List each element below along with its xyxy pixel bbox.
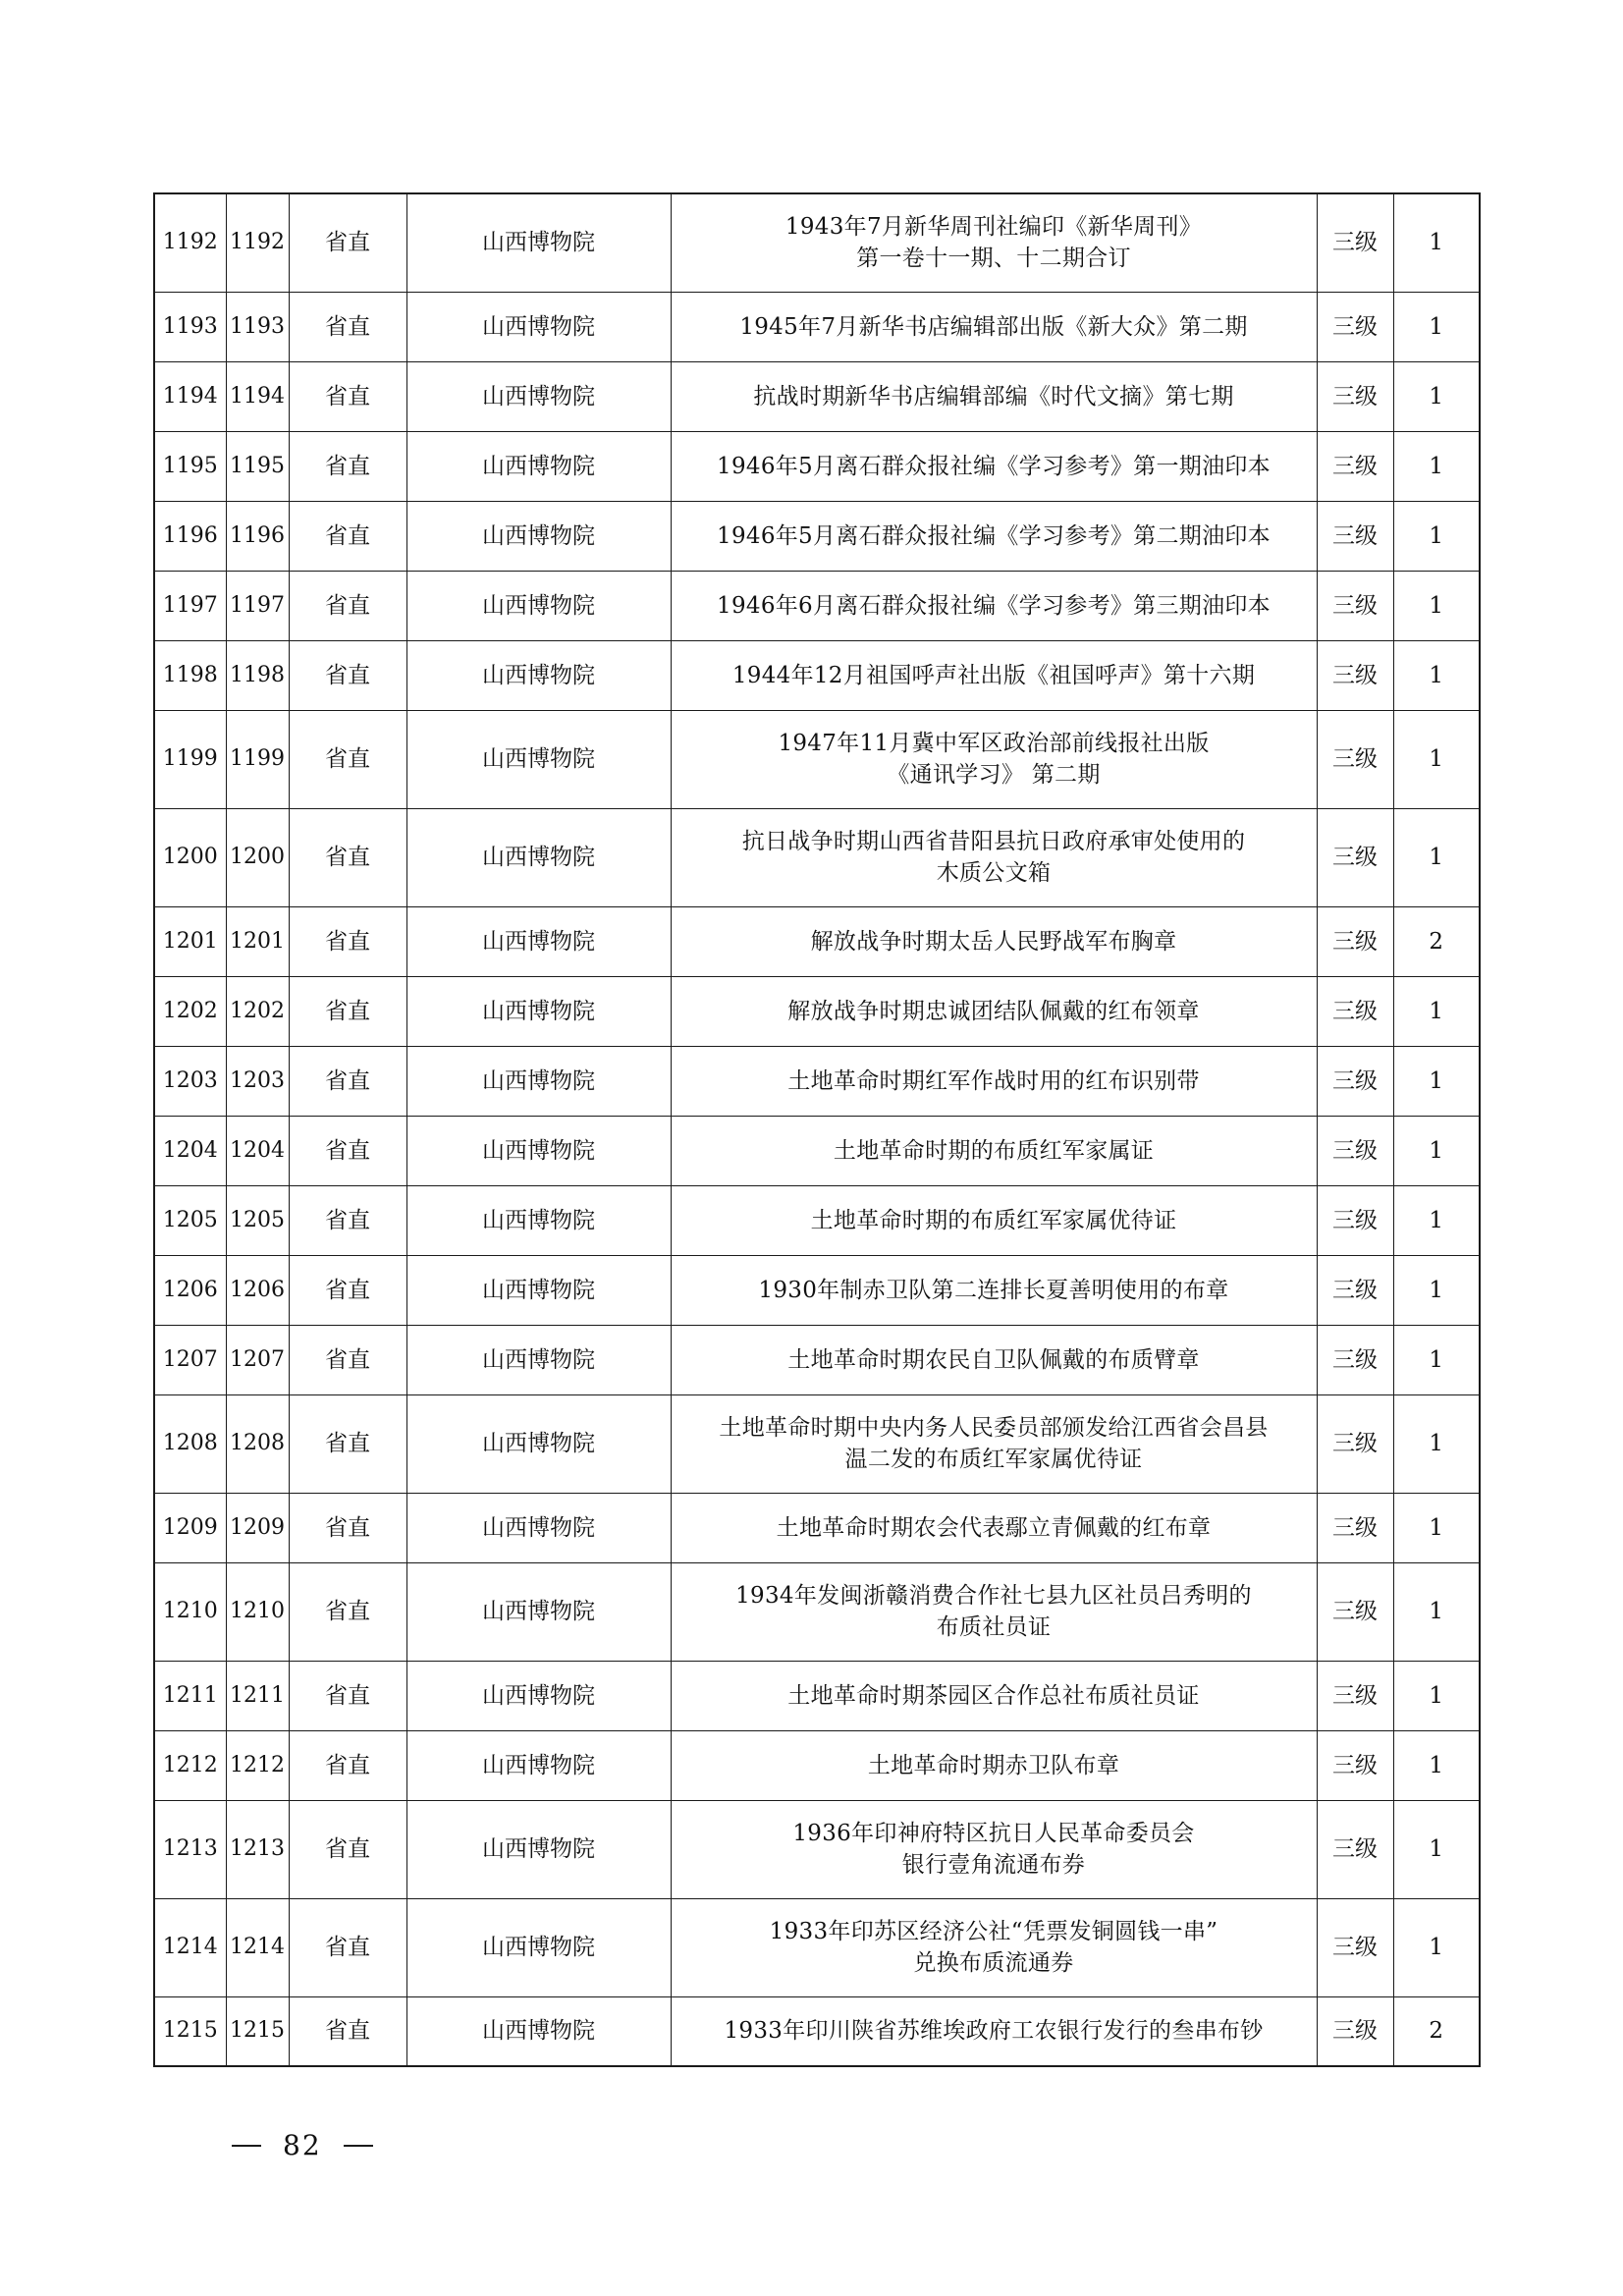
cell-quantity: 1 (1393, 571, 1480, 640)
cell-region: 省直 (289, 1185, 406, 1255)
cell-quantity: 1 (1393, 1898, 1480, 1996)
cell-quantity: 1 (1393, 431, 1480, 501)
cell-grade: 三级 (1317, 1730, 1393, 1800)
cell-number: 1212 (226, 1730, 289, 1800)
cell-unit: 山西博物院 (406, 1116, 671, 1185)
table-row (154, 1562, 1480, 1661)
cell-seq: 1199 (154, 710, 226, 808)
cell-quantity: 1 (1393, 976, 1480, 1046)
cell-grade: 三级 (1317, 1800, 1393, 1898)
relic-name-line: 土地革命时期红军作战时用的红布识别带 (787, 1067, 1200, 1094)
relic-name-line: 1946年5月离石群众报社编《学习参考》第二期油印本 (717, 522, 1271, 549)
cell-unit: 山西博物院 (406, 1898, 671, 1996)
cell-relic-name (671, 1800, 1317, 1898)
cell-seq: 1203 (154, 1046, 226, 1116)
cell-unit: 山西博物院 (406, 1493, 671, 1562)
cell-grade: 三级 (1317, 1562, 1393, 1661)
relic-name-line: 第一卷十一期、十二期合订 (856, 246, 1131, 272)
cell-quantity: 1 (1393, 1562, 1480, 1661)
cell-quantity: 1 (1393, 808, 1480, 906)
cell-seq: 1194 (154, 361, 226, 431)
cell-relic-name (671, 1661, 1317, 1730)
cell-relic-name (671, 1493, 1317, 1562)
cell-unit: 山西博物院 (406, 501, 671, 571)
cell-relic-name (671, 976, 1317, 1046)
relic-name-line: 1933年印苏区经济公社“凭票发铜圆钱一串” (769, 1919, 1218, 1944)
table-row (154, 1325, 1480, 1394)
table-row (154, 1046, 1480, 1116)
cell-grade: 三级 (1317, 906, 1393, 976)
cell-grade: 三级 (1317, 193, 1393, 292)
cell-region: 省直 (289, 1730, 406, 1800)
table-row (154, 906, 1480, 976)
cell-region: 省直 (289, 1661, 406, 1730)
cell-number: 1209 (226, 1493, 289, 1562)
cell-region: 省直 (289, 1493, 406, 1562)
cell-unit: 山西博物院 (406, 1996, 671, 2066)
table-row (154, 431, 1480, 501)
cell-region: 省直 (289, 501, 406, 571)
table-row (154, 1898, 1480, 1996)
cell-unit: 山西博物院 (406, 1800, 671, 1898)
cell-unit: 山西博物院 (406, 710, 671, 808)
cell-region: 省直 (289, 906, 406, 976)
cell-number: 1195 (226, 431, 289, 501)
cell-quantity: 1 (1393, 1116, 1480, 1185)
cell-relic-name (671, 193, 1317, 292)
cell-region: 省直 (289, 1116, 406, 1185)
cell-quantity: 1 (1393, 1046, 1480, 1116)
cell-seq: 1198 (154, 640, 226, 710)
relic-name-line: 1930年制赤卫队第二连排长夏善明使用的布章 (758, 1277, 1229, 1303)
table-row (154, 361, 1480, 431)
cell-grade: 三级 (1317, 1394, 1393, 1493)
cell-seq: 1214 (154, 1898, 226, 1996)
cell-unit: 山西博物院 (406, 193, 671, 292)
cell-seq: 1193 (154, 292, 226, 361)
relic-name-line: 1945年7月新华书店编辑部出版《新大众》第二期 (739, 313, 1248, 340)
cell-quantity: 1 (1393, 640, 1480, 710)
cell-region: 省直 (289, 431, 406, 501)
cell-grade: 三级 (1317, 710, 1393, 808)
cell-unit: 山西博物院 (406, 808, 671, 906)
cell-grade: 三级 (1317, 1661, 1393, 1730)
table-row (154, 976, 1480, 1046)
cell-seq: 1207 (154, 1325, 226, 1394)
page-footer (232, 2129, 373, 2161)
relic-name-line: 土地革命时期农民自卫队佩戴的布质臂章 (787, 1346, 1200, 1373)
cell-region: 省直 (289, 1394, 406, 1493)
table-row (154, 571, 1480, 640)
relic-name-line: 1936年印神府特区抗日人民革命委员会 (792, 1821, 1195, 1846)
cell-seq: 1201 (154, 906, 226, 976)
relics-table (153, 192, 1481, 2067)
cell-relic-name (671, 640, 1317, 710)
cell-region: 省直 (289, 1325, 406, 1394)
cell-seq: 1209 (154, 1493, 226, 1562)
cell-unit: 山西博物院 (406, 1185, 671, 1255)
cell-grade: 三级 (1317, 571, 1393, 640)
table-row (154, 1185, 1480, 1255)
relic-name-line: 1933年印川陕省苏维埃政府工农银行发行的叁串布钞 (724, 2018, 1264, 2045)
cell-seq: 1212 (154, 1730, 226, 1800)
cell-unit: 山西博物院 (406, 431, 671, 501)
cell-region: 省直 (289, 1996, 406, 2066)
cell-quantity: 1 (1393, 1493, 1480, 1562)
cell-grade: 三级 (1317, 1185, 1393, 1255)
relic-name-line: 土地革命时期的布质红军家属优待证 (810, 1207, 1177, 1233)
cell-relic-name (671, 1394, 1317, 1493)
cell-number: 1205 (226, 1185, 289, 1255)
cell-seq: 1197 (154, 571, 226, 640)
cell-unit: 山西博物院 (406, 361, 671, 431)
relic-name-line: 兑换布质流通券 (913, 1950, 1074, 1976)
cell-unit: 山西博物院 (406, 1730, 671, 1800)
cell-number: 1198 (226, 640, 289, 710)
cell-relic-name (671, 571, 1317, 640)
cell-grade: 三级 (1317, 292, 1393, 361)
cell-seq: 1196 (154, 501, 226, 571)
cell-region: 省直 (289, 976, 406, 1046)
cell-number: 1201 (226, 906, 289, 976)
cell-quantity: 1 (1393, 361, 1480, 431)
cell-quantity: 1 (1393, 292, 1480, 361)
relic-name-line: 解放战争时期忠诚团结队佩戴的红布领章 (787, 998, 1200, 1024)
cell-seq: 1211 (154, 1661, 226, 1730)
cell-region: 省直 (289, 808, 406, 906)
cell-grade: 三级 (1317, 1116, 1393, 1185)
cell-number: 1208 (226, 1394, 289, 1493)
table-row (154, 1996, 1480, 2066)
cell-grade: 三级 (1317, 1493, 1393, 1562)
relic-name-line: 1947年11月冀中军区政治部前线报社出版 (778, 731, 1210, 756)
cell-relic-name (671, 501, 1317, 571)
cell-region: 省直 (289, 292, 406, 361)
cell-relic-name (671, 1255, 1317, 1325)
cell-relic-name (671, 1562, 1317, 1661)
relic-name-line: 《通讯学习》 第二期 (887, 762, 1101, 788)
cell-seq: 1213 (154, 1800, 226, 1898)
cell-number: 1214 (226, 1898, 289, 1996)
cell-relic-name (671, 808, 1317, 906)
relic-name-line: 布质社员证 (936, 1614, 1052, 1640)
table-row (154, 1800, 1480, 1898)
cell-seq: 1200 (154, 808, 226, 906)
cell-unit: 山西博物院 (406, 1562, 671, 1661)
cell-grade: 三级 (1317, 501, 1393, 571)
footer-dash-left (232, 2145, 261, 2147)
cell-relic-name (671, 1325, 1317, 1394)
table-row (154, 1394, 1480, 1493)
cell-number: 1200 (226, 808, 289, 906)
cell-grade: 三级 (1317, 1996, 1393, 2066)
cell-region: 省直 (289, 571, 406, 640)
relic-name-line: 银行壹角流通布券 (901, 1852, 1086, 1878)
cell-number: 1202 (226, 976, 289, 1046)
cell-number: 1192 (226, 193, 289, 292)
table-row (154, 1730, 1480, 1800)
cell-grade: 三级 (1317, 640, 1393, 710)
cell-grade: 三级 (1317, 1255, 1393, 1325)
relic-name-line: 抗战时期新华书店编辑部编《时代文摘》第七期 (753, 383, 1234, 410)
cell-grade: 三级 (1317, 976, 1393, 1046)
cell-grade: 三级 (1317, 808, 1393, 906)
cell-seq: 1202 (154, 976, 226, 1046)
cell-region: 省直 (289, 361, 406, 431)
relic-name-line: 土地革命时期赤卫队布章 (867, 1752, 1120, 1778)
table-row (154, 1493, 1480, 1562)
cell-seq: 1192 (154, 193, 226, 292)
cell-region: 省直 (289, 710, 406, 808)
relic-name-line: 抗日战争时期山西省昔阳县抗日政府承审处使用的 (741, 829, 1246, 854)
cell-region: 省直 (289, 640, 406, 710)
table-row (154, 1116, 1480, 1185)
cell-grade: 三级 (1317, 1046, 1393, 1116)
cell-quantity: 1 (1393, 193, 1480, 292)
footer-dash-right (344, 2145, 373, 2147)
cell-quantity: 2 (1393, 906, 1480, 976)
cell-number: 1199 (226, 710, 289, 808)
table-row (154, 1255, 1480, 1325)
cell-unit: 山西博物院 (406, 1394, 671, 1493)
relic-name-line: 1946年6月离石群众报社编《学习参考》第三期油印本 (717, 592, 1271, 619)
cell-unit: 山西博物院 (406, 906, 671, 976)
table-row (154, 710, 1480, 808)
cell-number: 1213 (226, 1800, 289, 1898)
cell-relic-name (671, 1898, 1317, 1996)
table-row (154, 193, 1480, 292)
relic-name-line: 土地革命时期中央内务人民委员部颁发给江西省会昌县 (719, 1415, 1269, 1441)
cell-quantity: 1 (1393, 1661, 1480, 1730)
relic-name-line: 木质公文箱 (936, 860, 1052, 886)
cell-region: 省直 (289, 1046, 406, 1116)
cell-seq: 1205 (154, 1185, 226, 1255)
cell-grade: 三级 (1317, 1898, 1393, 1996)
cell-region: 省直 (289, 193, 406, 292)
table-body (154, 193, 1480, 2066)
cell-seq: 1208 (154, 1394, 226, 1493)
relic-name-line: 解放战争时期太岳人民野战军布胸章 (810, 928, 1177, 955)
cell-number: 1206 (226, 1255, 289, 1325)
cell-number: 1207 (226, 1325, 289, 1394)
cell-quantity: 2 (1393, 1996, 1480, 2066)
cell-grade: 三级 (1317, 1325, 1393, 1394)
cell-relic-name (671, 1996, 1317, 2066)
cell-unit: 山西博物院 (406, 1661, 671, 1730)
cell-number: 1215 (226, 1996, 289, 2066)
cell-region: 省直 (289, 1562, 406, 1661)
page-number: 82 (283, 2129, 322, 2161)
relic-name-line: 1946年5月离石群众报社编《学习参考》第一期油印本 (717, 453, 1271, 479)
cell-quantity: 1 (1393, 710, 1480, 808)
table-row (154, 292, 1480, 361)
cell-unit: 山西博物院 (406, 1046, 671, 1116)
cell-quantity: 1 (1393, 1394, 1480, 1493)
cell-quantity: 1 (1393, 1730, 1480, 1800)
cell-relic-name (671, 1730, 1317, 1800)
cell-relic-name (671, 710, 1317, 808)
cell-number: 1203 (226, 1046, 289, 1116)
cell-relic-name (671, 431, 1317, 501)
cell-number: 1193 (226, 292, 289, 361)
relic-name-line: 1944年12月祖国呼声社出版《祖国呼声》第十六期 (731, 662, 1256, 688)
cell-relic-name (671, 292, 1317, 361)
relic-name-line: 1943年7月新华周刊社编印《新华周刊》 (784, 214, 1203, 241)
relic-name-line: 温二发的布质红军家属优待证 (844, 1447, 1143, 1472)
cell-relic-name (671, 906, 1317, 976)
table-row (154, 501, 1480, 571)
cell-region: 省直 (289, 1255, 406, 1325)
cell-number: 1210 (226, 1562, 289, 1661)
cell-seq: 1195 (154, 431, 226, 501)
table-row (154, 1661, 1480, 1730)
cell-number: 1194 (226, 361, 289, 431)
cell-unit: 山西博物院 (406, 640, 671, 710)
table-row (154, 640, 1480, 710)
cell-quantity: 1 (1393, 1185, 1480, 1255)
cell-region: 省直 (289, 1898, 406, 1996)
cell-number: 1211 (226, 1661, 289, 1730)
relic-name-line: 土地革命时期的布质红军家属证 (833, 1137, 1155, 1164)
cell-grade: 三级 (1317, 361, 1393, 431)
cell-quantity: 1 (1393, 1325, 1480, 1394)
cell-quantity: 1 (1393, 1255, 1480, 1325)
cell-region: 省直 (289, 1800, 406, 1898)
cell-unit: 山西博物院 (406, 1325, 671, 1394)
cell-grade: 三级 (1317, 431, 1393, 501)
cell-quantity: 1 (1393, 501, 1480, 571)
cell-unit: 山西博物院 (406, 571, 671, 640)
table-row (154, 808, 1480, 906)
relic-name-line: 土地革命时期农会代表鄢立青佩戴的红布章 (776, 1514, 1212, 1541)
cell-unit: 山西博物院 (406, 1255, 671, 1325)
cell-quantity: 1 (1393, 1800, 1480, 1898)
cell-relic-name (671, 1046, 1317, 1116)
cell-unit: 山西博物院 (406, 976, 671, 1046)
relic-name-line: 1934年发闽浙赣消费合作社七县九区社员吕秀明的 (735, 1583, 1252, 1609)
cell-seq: 1215 (154, 1996, 226, 2066)
cell-seq: 1204 (154, 1116, 226, 1185)
cell-unit: 山西博物院 (406, 292, 671, 361)
relic-name-line: 土地革命时期茶园区合作总社布质社员证 (787, 1682, 1200, 1709)
cell-number: 1204 (226, 1116, 289, 1185)
cell-number: 1196 (226, 501, 289, 571)
cell-seq: 1210 (154, 1562, 226, 1661)
cell-relic-name (671, 1116, 1317, 1185)
cell-relic-name (671, 1185, 1317, 1255)
cell-number: 1197 (226, 571, 289, 640)
cell-seq: 1206 (154, 1255, 226, 1325)
cell-relic-name (671, 361, 1317, 431)
